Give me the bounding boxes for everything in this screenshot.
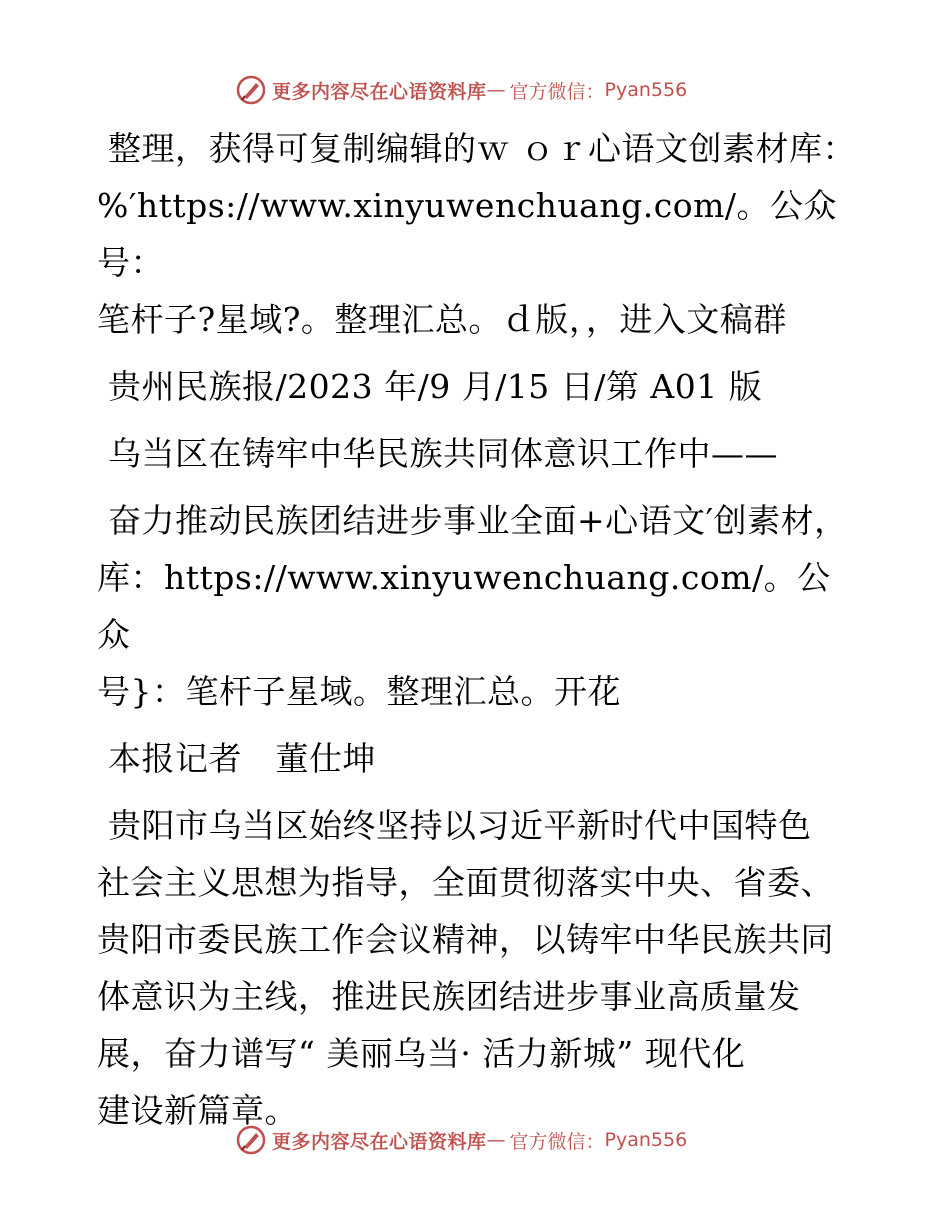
text-line: 库：https://www.xinyuwenchuang.com/。公众 xyxy=(97,558,831,654)
text-line: 展，奋力谱写“ 美丽乌当· 活力新城” 现代化 xyxy=(97,1034,746,1073)
document-body xyxy=(97,120,857,1139)
intro-notice-paragraph xyxy=(97,120,857,348)
watermark-wechat-label: 官方微信： xyxy=(509,1130,605,1153)
watermark-separator: — xyxy=(486,1129,506,1151)
body-paragraph xyxy=(97,797,857,1139)
watermark-wechat-id: Pyan556 xyxy=(604,1129,688,1151)
watermark-wechat-label: 官方微信： xyxy=(509,80,605,103)
footer-watermark xyxy=(236,1123,687,1157)
source-line xyxy=(97,358,857,415)
text-line: 贵阳市乌当区始终坚持以习近平新时代中国特色 xyxy=(97,806,812,845)
red-quill-logo-icon xyxy=(236,1125,266,1155)
text-line: 笔杆子?星域?。整理汇总。ｄ版，，进入文稿群 xyxy=(97,300,787,339)
text-line: 建设新篇章。 xyxy=(97,1091,298,1130)
watermark-text: 更多内容尽在心语资料库 xyxy=(272,1130,487,1153)
headline-kicker xyxy=(97,425,857,482)
watermark-text: 更多内容尽在心语资料库 xyxy=(272,80,487,103)
text-line: 贵州民族报/2023 年/9 月/15 日/第 A01 版 xyxy=(97,367,763,406)
text-line: 号}：笔杆子星域。整理汇总。开花 xyxy=(97,672,621,711)
text-line: 整理，获得可复制编辑的ｗ ｏｒ心语文创素材库： xyxy=(97,129,856,168)
text-line: 社会主义思想为指导，全面贯彻落实中央、省委、 xyxy=(97,863,834,902)
watermark-wechat-id: Pyan556 xyxy=(604,79,688,101)
text-line: 乌当区在铸牢中华民族共同体意识工作中—— xyxy=(97,434,778,473)
text-line: 贵阳市委民族工作会议精神，以铸牢中华民族共同 xyxy=(97,920,834,959)
red-quill-logo-icon xyxy=(236,75,266,105)
header-watermark xyxy=(236,73,687,107)
text-line: 奋力推动民族团结进步事业全面+心语文′创素材， xyxy=(97,501,848,540)
byline xyxy=(97,730,857,787)
text-line: 体意识为主线，推进民族团结进步事业高质量发 xyxy=(97,977,801,1016)
text-line: %′https://www.xinyuwenchuang.com/。公众号： xyxy=(97,186,837,282)
headline xyxy=(97,492,857,720)
watermark-separator: — xyxy=(486,79,506,101)
text-line: 本报记者 董仕坤 xyxy=(97,739,376,778)
